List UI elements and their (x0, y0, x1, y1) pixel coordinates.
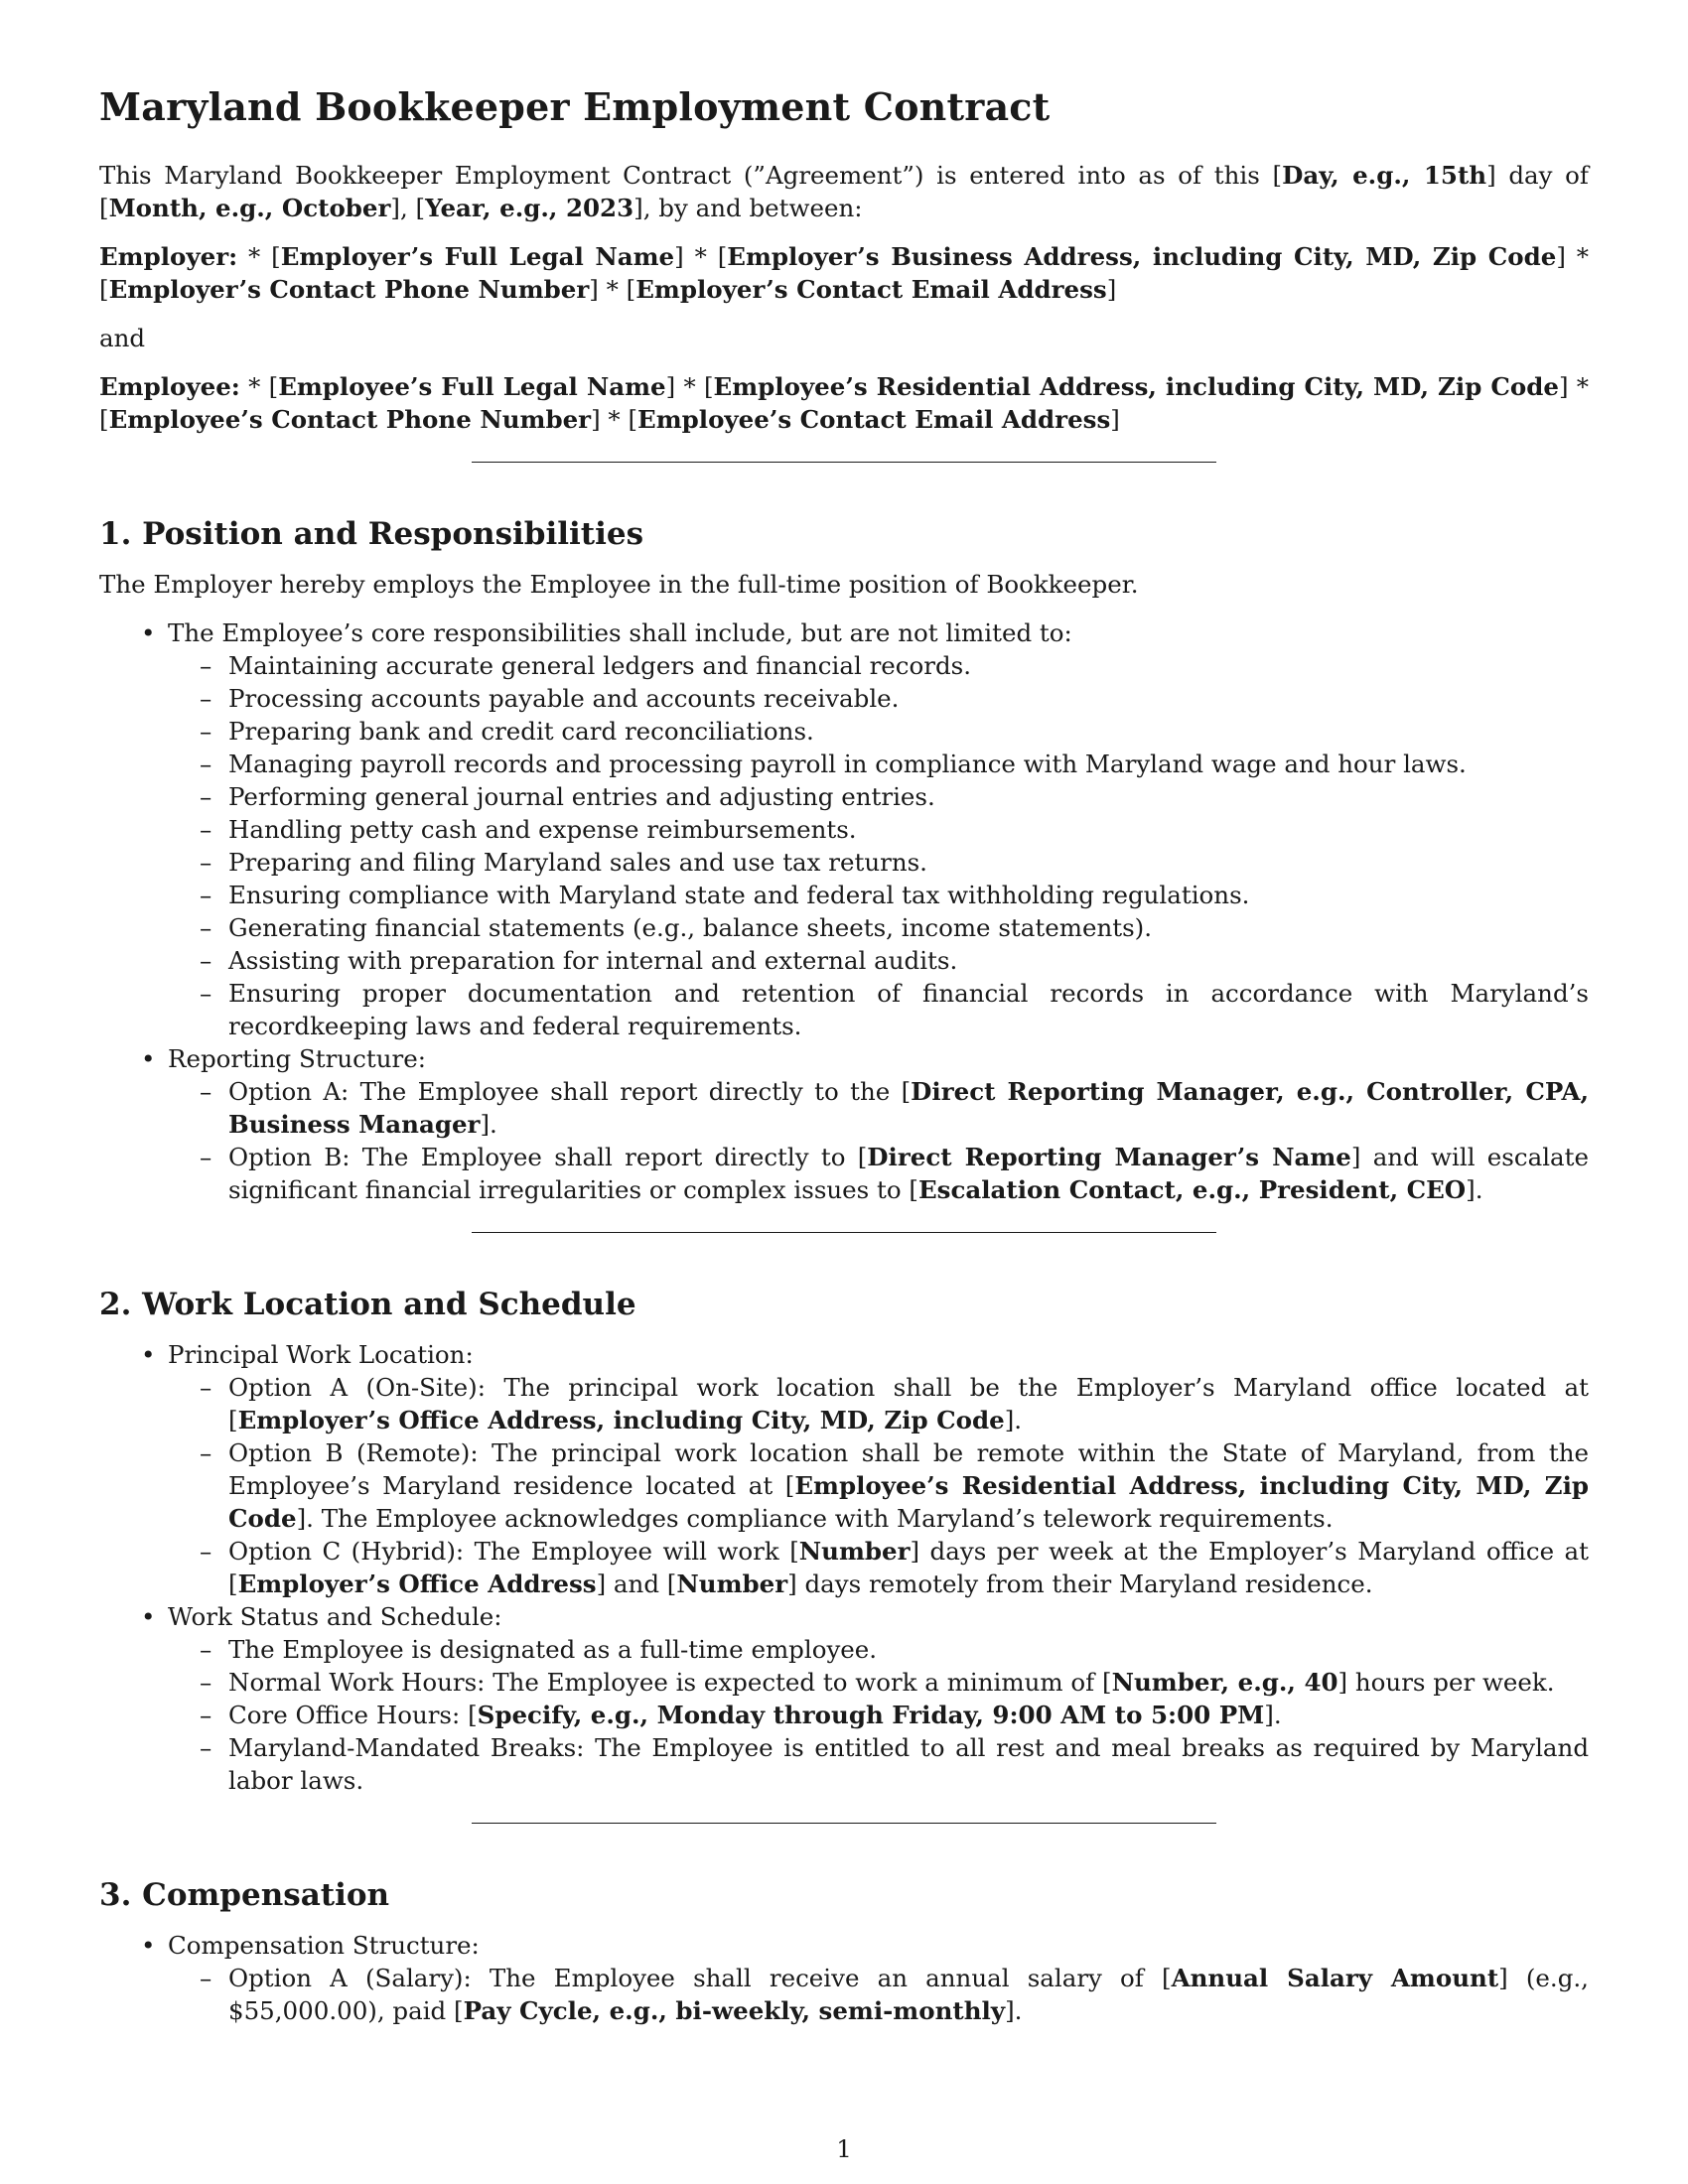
list-item: – Managing payroll records and processing payroll in compliance with Maryland wage and hour laws. (168, 748, 1589, 780)
list-item: • Principal Work Location: – Option A (On-Site): The principal work location shall be the Employer’s Maryland office located at [Employer’s Office Address, including City, MD, Zip Code]. – Option B (Remote): The principal work location shall be remote within the State of Maryland, from the Employee’s Maryland residence located at [Employee’s Residential Address, including City, MD, Zip Code]. The Employee acknowledges compliance with Maryland’s telework requirements. – Option C (Hybrid): The Employee will work [Number] days per week at the Employer’s Maryland office at [Employer’s Office Address] and [Number] days remotely from their Maryland residence. (99, 1338, 1589, 1600)
location-option-b: – Option B (Remote): The principal work location shall be remote within the State of Maryland, from the Employee’s Maryland residence located at [Employee’s Residential Address, including City, MD, Zip Code]. The Employee acknowledges compliance with Maryland’s telework requirements. (168, 1436, 1589, 1535)
employee-address: Employee’s Residential Address, including City, MD, Zip Code (713, 372, 1559, 401)
month-placeholder: Month, e.g., October (108, 194, 391, 222)
list-item: – Ensuring compliance with Maryland state and federal tax withholding regulations. (168, 879, 1589, 911)
employee-block: Employee: * [Employee’s Full Legal Name] * [Employee’s Residential Address, including City, MD, Zip Code] * [Employee’s Contact Phone Number] * [Employee’s Contact Email Address] (99, 372, 1590, 434)
reporting-options-list (168, 1075, 1589, 1206)
day-placeholder: Day, e.g., 15th (1282, 161, 1487, 190)
intro-paragraph: This Maryland Bookkeeper Employment Contract (”Agreement”) is entered into as of this [Day, e.g., 15th] day of [Month, e.g., October], [Year, e.g., 2023], by and between: (99, 161, 1589, 222)
core-hours-item: – Core Office Hours: [Specify, e.g., Monday through Friday, 9:00 AM to 5:00 PM]. (168, 1699, 1589, 1731)
employer-label: Employer: (99, 242, 238, 271)
section-divider (472, 462, 1216, 463)
employer-block: Employer: * [Employer’s Full Legal Name] * [Employer’s Business Address, including City, MD, Zip Code] * [Employer’s Contact Phone Number] * [Employer’s Contact Email Address] (99, 242, 1590, 304)
section-divider (472, 1823, 1216, 1824)
list-item: – Ensuring proper documentation and retention of financial records in accordance with Maryland’s recordkeeping laws and federal requirements. (168, 977, 1589, 1042)
work-hours-item: – Normal Work Hours: The Employee is expected to work a minimum of [Number, e.g., 40] hours per week. (168, 1666, 1589, 1699)
reporting-option-a: – Option A: The Employee shall report directly to the [Direct Reporting Manager, e.g., Controller, CPA, Business Manager]. (168, 1075, 1589, 1141)
list-item: – Generating financial statements (e.g., balance sheets, income statements). (168, 911, 1589, 944)
responsibilities-list (168, 649, 1589, 1042)
location-option-c: – Option C (Hybrid): The Employee will work [Number] days per week at the Employer’s Maryland office at [Employer’s Office Address] and [Number] days remotely from their Maryland residence. (168, 1535, 1589, 1600)
list-item: • Compensation Structure: – Option A (Salary): The Employee shall receive an annual salary of [Annual Salary Amount] (e.g., $55,000.00), paid [Pay Cycle, e.g., bi-weekly, semi-monthly]. (99, 1929, 1589, 2027)
list-item: – Assisting with preparation for internal and external audits. (168, 944, 1589, 977)
breaks-item: – Maryland-Mandated Breaks: The Employee is entitled to all rest and meal breaks as required by Maryland labor laws. (168, 1731, 1589, 1797)
list-item: • The Employee’s core responsibilities shall include, but are not limited to: – Maintaining accurate general ledgers and financial records. – Processing accounts payable and accounts receivable. – Preparing bank and credit card reconciliations. – Managing payroll records and processing payroll in compliance with Maryland wage and hour laws. – Performing general journal entries and adjusting entries. – Handling petty cash and expense reimbursements. – Preparing and filing Maryland sales and use tax returns. – Ensuring compliance with Maryland state and federal tax withholding regulations. – Generating financial statements (e.g., balance sheets, income statements). – Assisting with preparation for internal and external audits. – Ensuring proper documentation and retention of financial records in accordance with Maryland’s recordkeeping laws and federal requirements. (99, 616, 1589, 1042)
document-title: Maryland Bookkeeper Employment Contract (99, 84, 1051, 129)
schedule-list (168, 1633, 1589, 1797)
and-text: and (99, 324, 146, 352)
section-divider (472, 1232, 1216, 1233)
employee-phone: Employee’s Contact Phone Number (108, 405, 592, 434)
compensation-options-list (168, 1962, 1589, 2027)
list-item: – Performing general journal entries and adjusting entries. (168, 780, 1589, 813)
list-item: – Maintaining accurate general ledgers and financial records. (168, 649, 1589, 682)
document-body (99, 83, 1589, 2027)
compensation-list (99, 1929, 1589, 2027)
list-item: • Work Status and Schedule: – The Employee is designated as a full-time employee. – Normal Work Hours: The Employee is expected to work a minimum of [Number, e.g., 40] hours per week. – Core Office Hours: [Specify, e.g., Monday through Friday, 9:00 AM to 5:00 PM]. – Maryland-Mandated Breaks: The Employee is entitled to all rest and meal breaks as required by Maryland labor laws. (99, 1600, 1589, 1797)
list-item: – Processing accounts payable and accounts receivable. (168, 682, 1589, 715)
position-intro: The Employer hereby employs the Employee in the full-time position of Bookkeeper. (99, 570, 1139, 599)
year-placeholder: Year, e.g., 2023 (425, 194, 634, 222)
employee-label: Employee: (99, 372, 240, 401)
employee-name: Employee’s Full Legal Name (278, 372, 666, 401)
list-item: – Preparing and filing Maryland sales and use tax returns. (168, 846, 1589, 879)
section-heading-compensation: 3. Compensation (99, 1877, 390, 1913)
employer-name: Employer’s Full Legal Name (280, 242, 675, 271)
section-heading-position: 1. Position and Responsibilities (99, 516, 644, 552)
location-options-list (168, 1371, 1589, 1600)
employer-phone: Employer’s Contact Phone Number (108, 275, 590, 304)
page-number: 1 (836, 2134, 852, 2163)
list-item: – Preparing bank and credit card reconciliations. (168, 715, 1589, 748)
list-item: – The Employee is designated as a full-time employee. (168, 1633, 1589, 1666)
section-heading-work-location: 2. Work Location and Schedule (99, 1287, 636, 1322)
employer-address: Employer’s Business Address, including City, MD, Zip Code (727, 242, 1557, 271)
location-option-a: – Option A (On-Site): The principal work location shall be the Employer’s Maryland office located at [Employer’s Office Address, including City, MD, Zip Code]. (168, 1371, 1589, 1436)
list-item: • Reporting Structure: – Option A: The Employee shall report directly to the [Direct Reporting Manager, e.g., Controller, CPA, Business Manager]. – Option B: The Employee shall report directly to [Direct Reporting Manager’s Name] and will escalate significant financial irregularities or complex issues to [Escalation Contact, e.g., President, CEO]. (99, 1042, 1589, 1206)
compensation-option-a: – Option A (Salary): The Employee shall receive an annual salary of [Annual Salary Amount] (e.g., $55,000.00), paid [Pay Cycle, e.g., bi-weekly, semi-monthly]. (168, 1962, 1589, 2027)
position-list (99, 616, 1589, 1206)
employee-email: Employee’s Contact Email Address (637, 405, 1111, 434)
list-item: – Handling petty cash and expense reimbursements. (168, 813, 1589, 846)
employer-email: Employer’s Contact Email Address (635, 275, 1107, 304)
reporting-option-b: – Option B: The Employee shall report directly to [Direct Reporting Manager’s Name] and will escalate significant financial irregularities or complex issues to [Escalation Contact, e.g., President, CEO]. (168, 1141, 1589, 1206)
work-location-list (99, 1338, 1589, 1797)
